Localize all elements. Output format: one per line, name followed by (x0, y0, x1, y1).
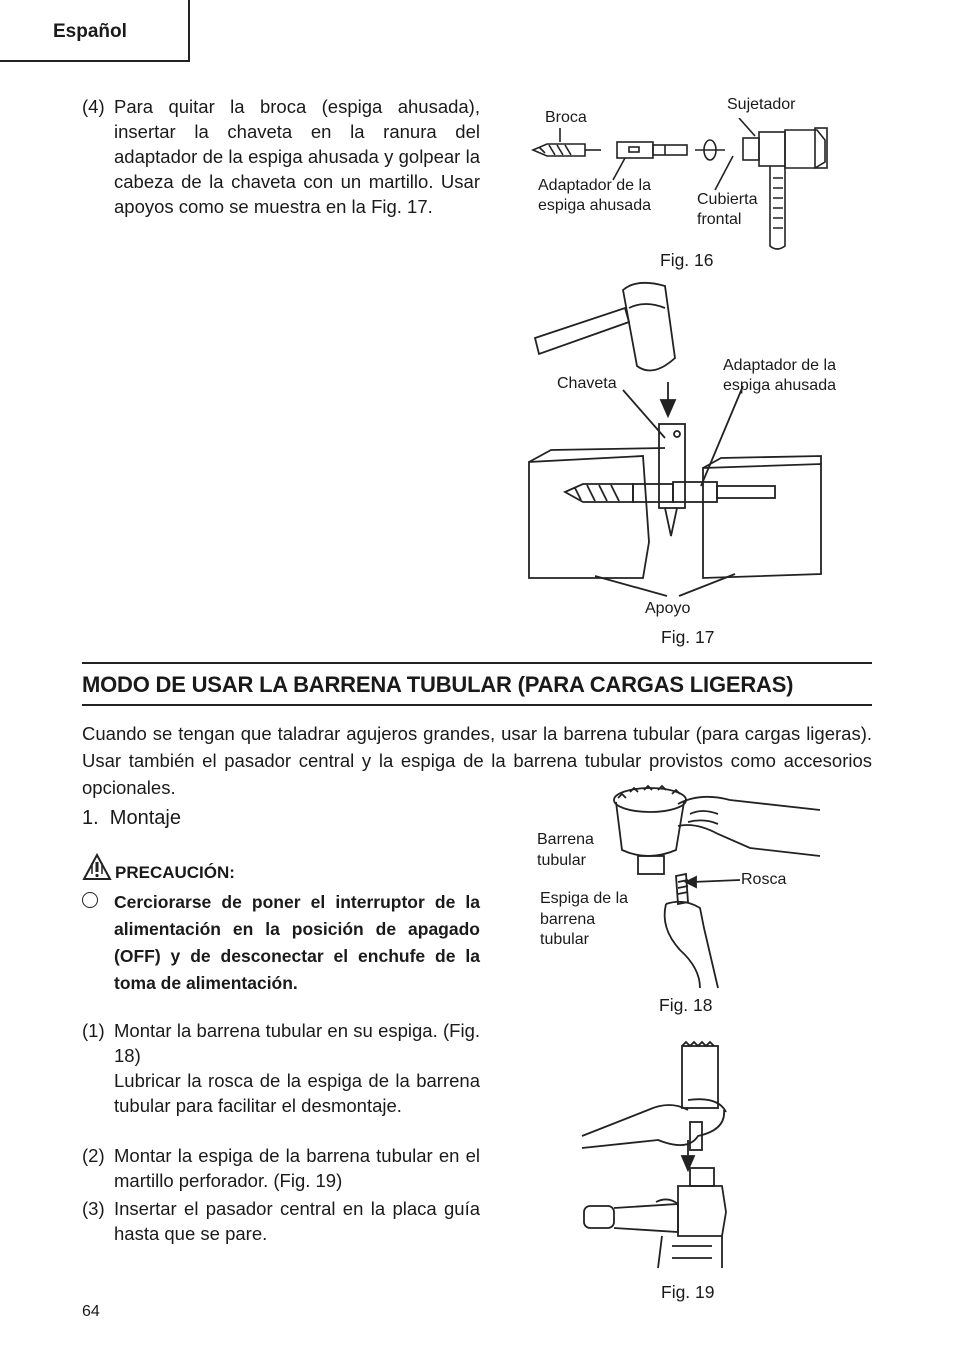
fig18-illustration (600, 778, 825, 990)
fig16-caption: Fig. 16 (660, 250, 714, 270)
fig17-label-adaptador-1: Adaptador de la (723, 357, 836, 374)
caution-title: PRECAUCIÓN: (115, 863, 235, 882)
fig18-label-barrena-1: Barrena (537, 831, 594, 848)
step-text: Insertar el pasador central en la placa guía hasta que se pare. (114, 1198, 480, 1244)
heading-rule-bottom (82, 704, 872, 706)
step-number: (1) (82, 1020, 105, 1041)
fig18-label-espiga-2: barrena (540, 911, 596, 928)
step-1 (82, 1018, 480, 1068)
fig18-label-espiga-3: tubular (540, 931, 589, 948)
subheading-montaje: 1. Montaje (82, 807, 181, 829)
fig16-label-cubierta-2: frontal (697, 211, 742, 228)
step-1-note (82, 1068, 480, 1118)
step-number: (4) (82, 96, 105, 117)
intro-paragraph: Cuando se tengan que taladrar agujeros grandes, usar la barrena tubular (para cargas ligeras). Usar también el pasador central y la espiga de la barrena tubular provistos como accesorios opcionales. (82, 723, 872, 798)
fig17-label-adaptador-2: espiga ahusada (723, 377, 836, 394)
step-text: Lubricar la rosca de la espiga de la barrena tubular para facilitar el desmontaje. (114, 1070, 480, 1116)
page-number: 64 (82, 1303, 100, 1320)
fig17-label-chaveta: Chaveta (557, 375, 617, 392)
bullet-circle-icon (82, 892, 98, 908)
fig16-label-adaptador-2: espiga ahusada (538, 197, 651, 214)
warning-icon (82, 853, 112, 881)
fig17-label-apoyo: Apoyo (645, 600, 691, 617)
step-3 (82, 1196, 480, 1246)
fig16-label-sujetador: Sujetador (727, 96, 796, 113)
heading-rule-top (82, 662, 872, 664)
fig17-illustration (525, 278, 830, 598)
fig17-caption: Fig. 17 (661, 627, 715, 647)
fig16-label-adaptador-1: Adaptador de la (538, 177, 651, 194)
step-text: Para quitar la broca (espiga ahusada), insertar la chaveta en la ranura del adaptador de la espiga ahusada y golpear la cabeza de la chaveta con un martillo. Usar apoyos como se muestra en la Fig. 17. (114, 96, 480, 217)
fig18-caption: Fig. 18 (659, 995, 713, 1015)
fig18-label-rosca: Rosca (741, 871, 787, 888)
step-number: (2) (82, 1145, 105, 1166)
fig19-caption: Fig. 19 (661, 1282, 715, 1302)
fig18-label-barrena-2: tubular (537, 852, 586, 869)
step-2 (82, 1143, 480, 1193)
step-number: (3) (82, 1198, 105, 1219)
step-text: Montar la espiga de la barrena tubular en el martillo perforador. (Fig. 19) (114, 1145, 480, 1191)
step-text: Montar la barrena tubular en su espiga. (Fig. 18) (114, 1020, 480, 1066)
fig19-illustration (578, 1040, 738, 1272)
step-4 (82, 94, 480, 219)
language-label: Español (53, 21, 127, 42)
section-heading: MODO DE USAR LA BARRENA TUBULAR (PARA CARGAS LIGERAS) (82, 672, 794, 697)
language-tab (0, 0, 190, 62)
fig18-label-espiga-1: Espiga de la (540, 890, 629, 907)
fig16-label-cubierta-1: Cubierta (697, 191, 758, 208)
fig16-label-broca: Broca (545, 109, 587, 126)
caution-text: Cerciorarse de poner el interruptor de la alimentación en la posición de apagado (OFF) y de desconectar el enchufe de la toma de alimentación. (114, 892, 480, 993)
